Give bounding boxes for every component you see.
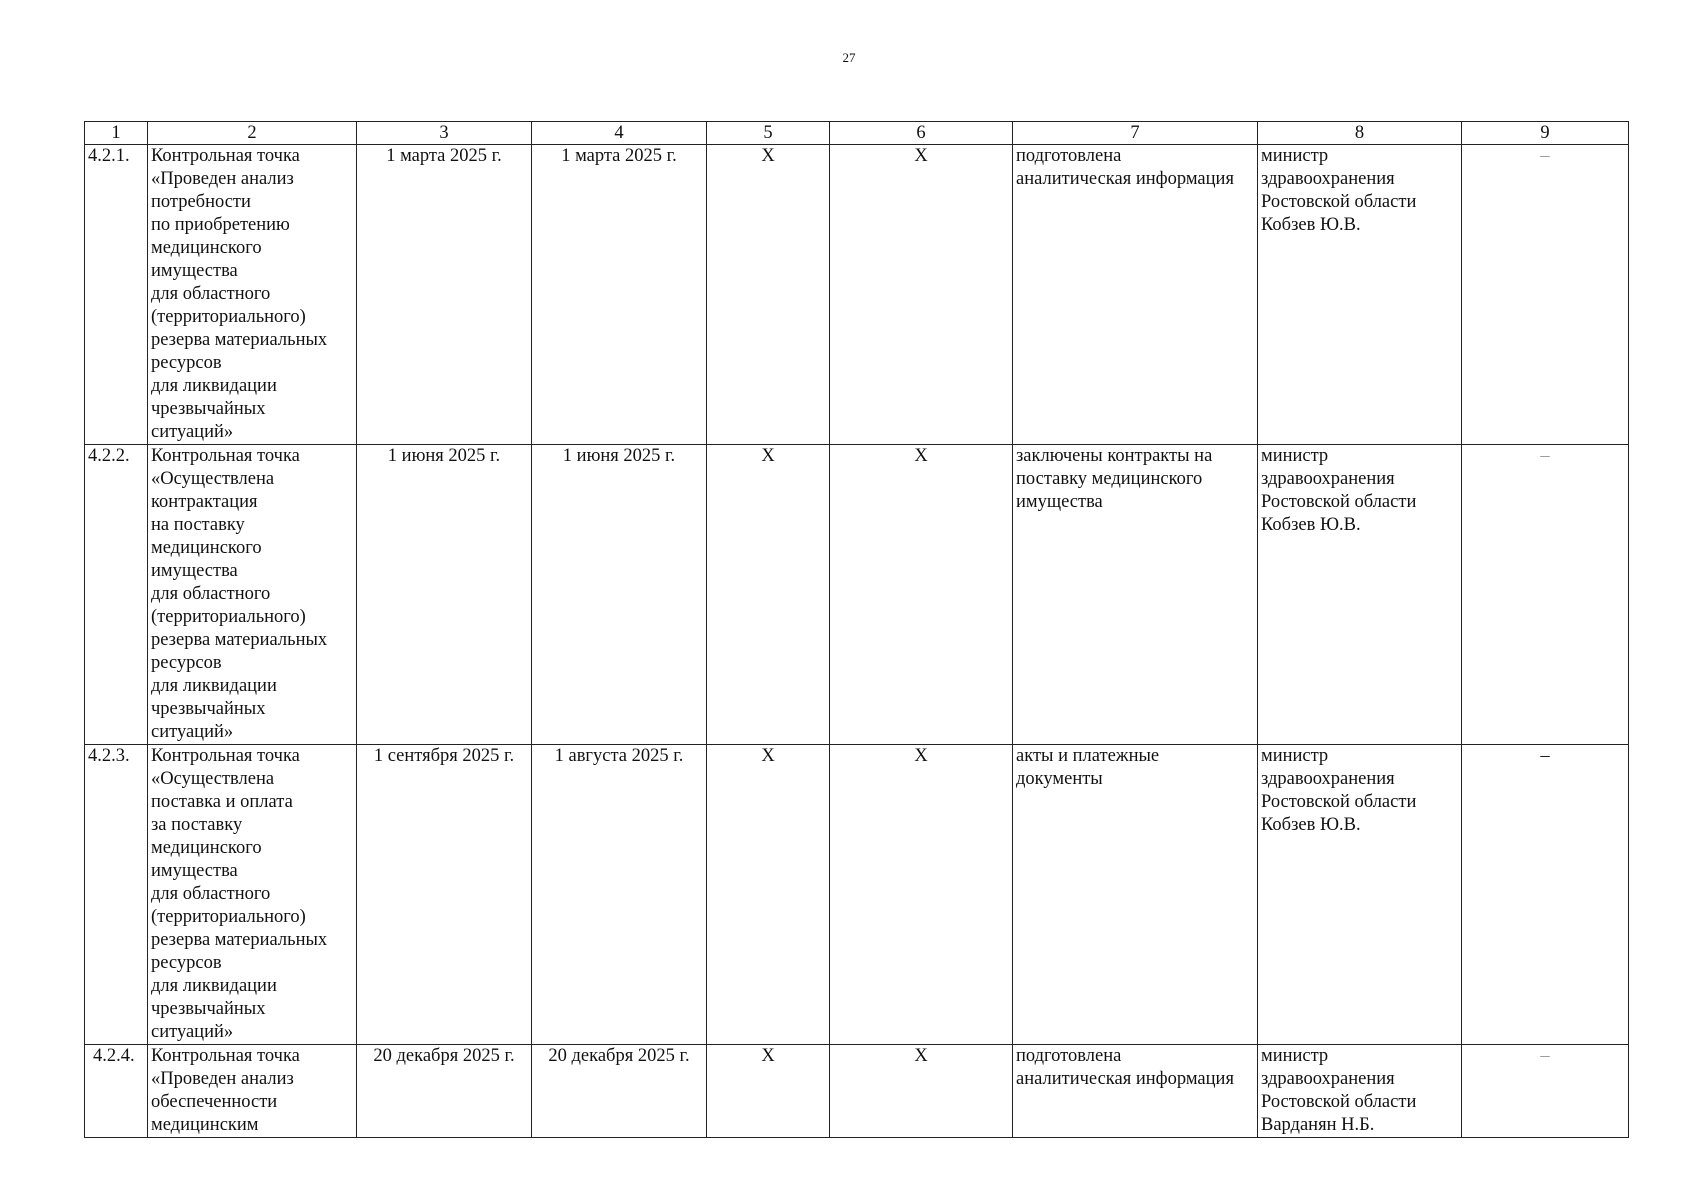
col9-value: – [1462, 745, 1629, 1045]
header-cell: 3 [357, 122, 532, 145]
control-points-table [84, 121, 1629, 1138]
col6-value: X [830, 145, 1013, 445]
table-row [85, 145, 1629, 445]
header-cell: 9 [1462, 122, 1629, 145]
page-number: 27 [842, 50, 856, 65]
row-number: 4.2.4. [85, 1045, 148, 1138]
col6-value: X [830, 745, 1013, 1045]
header-cell: 6 [830, 122, 1013, 145]
date-fact: 20 декабря 2025 г. [532, 1045, 707, 1138]
header-cell: 5 [707, 122, 830, 145]
col5-value: X [707, 445, 830, 745]
header-row [85, 122, 1629, 145]
col9-value: – [1462, 445, 1629, 745]
header-cell: 2 [148, 122, 357, 145]
responsible-person: министр здравоохранения Ростовской области Кобзев Ю.В. [1258, 745, 1462, 1045]
col9-value: – [1462, 1045, 1629, 1138]
table-row [85, 745, 1629, 1045]
responsible-person: министр здравоохранения Ростовской области Кобзев Ю.В. [1258, 145, 1462, 445]
table-row [85, 445, 1629, 745]
header-cell: 4 [532, 122, 707, 145]
result-description: подготовлена аналитическая информация [1013, 1045, 1258, 1138]
col5-value: X [707, 1045, 830, 1138]
date-plan: 1 июня 2025 г. [357, 445, 532, 745]
col6-value: X [830, 1045, 1013, 1138]
col9-value: – [1462, 145, 1629, 445]
date-fact: 1 марта 2025 г. [532, 145, 707, 445]
result-description: подготовлена аналитическая информация [1013, 145, 1258, 445]
col5-value: X [707, 745, 830, 1045]
col5-value: X [707, 145, 830, 445]
table-row [85, 1045, 1629, 1138]
col6-value: X [830, 445, 1013, 745]
date-plan: 1 марта 2025 г. [357, 145, 532, 445]
row-number: 4.2.1. [85, 145, 148, 445]
control-point-name: Контрольная точка «Проведен анализ потребности по приобретению медицинского имущества для областного (территориального) резерва материальных ресурсов для ликвидации чрезвычайных ситуаций» [148, 145, 357, 445]
result-description: акты и платежные документы [1013, 745, 1258, 1045]
row-number: 4.2.2. [85, 445, 148, 745]
header-cell: 8 [1258, 122, 1462, 145]
result-description: заключены контракты на поставку медицинского имущества [1013, 445, 1258, 745]
date-fact: 1 июня 2025 г. [532, 445, 707, 745]
date-fact: 1 августа 2025 г. [532, 745, 707, 1045]
control-point-name: Контрольная точка «Осуществлена контрактация на поставку медицинского имущества для областного (территориального) резерва материальных ресурсов для ликвидации чрезвычайных ситуаций» [148, 445, 357, 745]
date-plan: 20 декабря 2025 г. [357, 1045, 532, 1138]
header-cell: 1 [85, 122, 148, 145]
responsible-person: министр здравоохранения Ростовской области Кобзев Ю.В. [1258, 445, 1462, 745]
responsible-person: министр здравоохранения Ростовской области Варданян Н.Б. [1258, 1045, 1462, 1138]
date-plan: 1 сентября 2025 г. [357, 745, 532, 1045]
control-point-name: Контрольная точка «Проведен анализ обеспеченности медицинским [148, 1045, 357, 1138]
header-cell: 7 [1013, 122, 1258, 145]
row-number: 4.2.3. [85, 745, 148, 1045]
control-point-name: Контрольная точка «Осуществлена поставка и оплата за поставку медицинского имущества для областного (территориального) резерва материальных ресурсов для ликвидации чрезвычайных ситуаций» [148, 745, 357, 1045]
